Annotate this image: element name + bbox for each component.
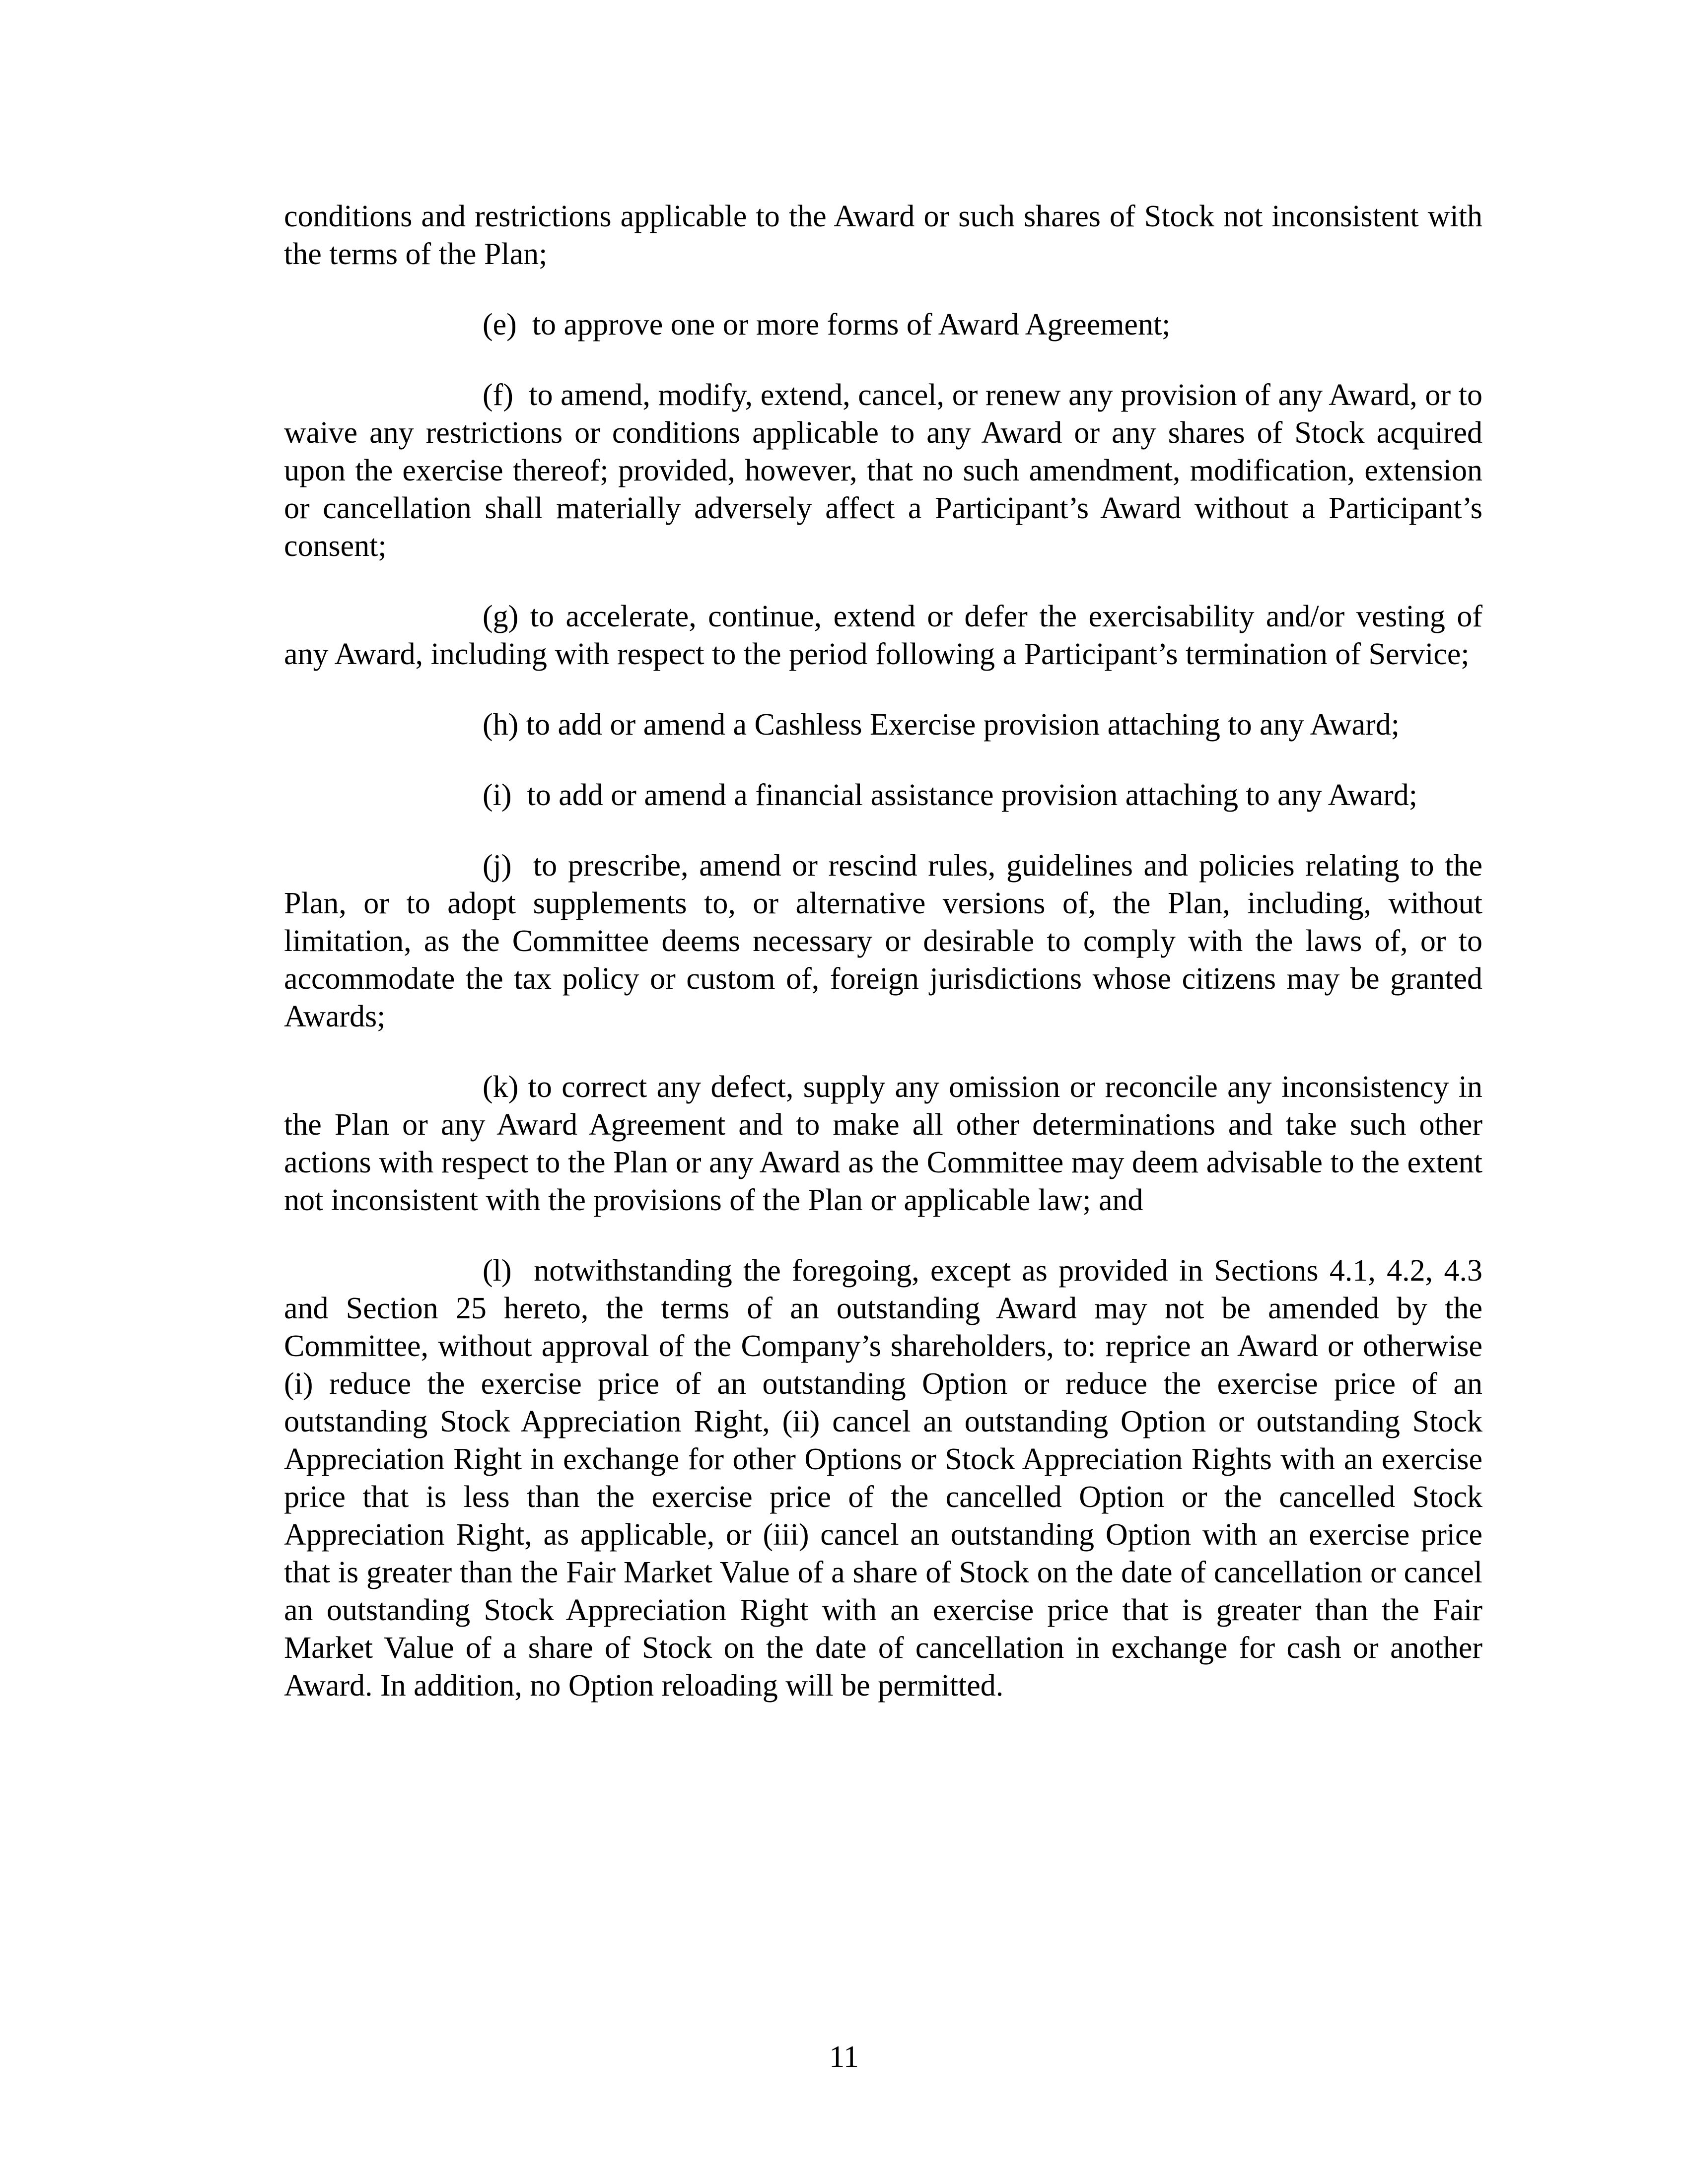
paragraph-text: to accelerate, continue, extend or defer the exercisability and/or vesting of any Award, including with respect to the period following a Participant’s termination of Service; bbox=[284, 600, 1482, 671]
paragraph-label: (g) bbox=[483, 600, 519, 633]
page-number: 11 bbox=[829, 2040, 859, 2074]
paragraph-label: (h) bbox=[483, 708, 519, 742]
paragraph-l bbox=[284, 1252, 1482, 1705]
paragraph-e bbox=[284, 306, 1482, 343]
paragraph-j bbox=[284, 847, 1482, 1035]
paragraph-continuation bbox=[284, 198, 1482, 273]
paragraph-text: to approve one or more forms of Award Agreement; bbox=[532, 308, 1171, 341]
paragraph-text: to prescribe, amend or rescind rules, guidelines and policies relating to the Plan, or to adopt supplements to, or alternative versions of, the Plan, including, without limitation, as the Committee deems necessary or desirable to comply with the laws of, or to accommodate the tax policy or custom of, foreign jurisdictions whose citizens may be granted Awards; bbox=[284, 849, 1482, 1033]
paragraph-k bbox=[284, 1068, 1482, 1219]
paragraph-label: (j) bbox=[483, 849, 512, 883]
paragraph-h bbox=[284, 706, 1482, 744]
paragraph-text: to amend, modify, extend, cancel, or renew any provision of any Award, or to waive any restrictions or conditions applicable to any Award or any shares of Stock acquired upon the exercise thereof; provided, however, that no such amendment, modification, extension or cancellation shall materially adversely affect a Participant’s Award without a Participant’s consent; bbox=[284, 378, 1483, 563]
paragraph-g bbox=[284, 598, 1482, 673]
paragraph-label: (k) bbox=[483, 1070, 519, 1104]
paragraph-label: (l) bbox=[483, 1254, 512, 1288]
paragraph-text: to correct any defect, supply any omission or reconcile any inconsistency in the Plan or any Award Agreement and to make all other determinations and take such other actions with respect to the Plan or any Award as the Committee may deem advisable to the extent not inconsistent with the provisions of the Plan or applicable law; and bbox=[284, 1070, 1482, 1217]
paragraph-label: (f) bbox=[483, 378, 513, 412]
paragraph-text: conditions and restrictions applicable to the Award or such shares of Stock not inconsistent with the terms of the Plan; bbox=[284, 200, 1482, 271]
paragraph-label: (e) bbox=[483, 308, 517, 341]
paragraph-text: to add or amend a Cashless Exercise provision attaching to any Award; bbox=[526, 708, 1400, 742]
paragraph-label: (i) bbox=[483, 778, 512, 812]
paragraph-i bbox=[284, 776, 1482, 814]
paragraph-text: notwithstanding the foregoing, except as provided in Sections 4.1, 4.2, 4.3 and Section 25 hereto, the terms of an outstanding Award may not be amended by the Committee, without approval of the Company’s shareholders, to: reprice an Award or otherwise (i) reduce the exercise price of an outstanding Option or reduce the exercise price of an outstanding Stock Appreciation Right, (ii) cancel an outstanding Option or outstanding Stock Appreciation Right in exchange for other Options or Stock Appreciation Rights with an exercise price that is less than the exercise price of the cancelled Option or the cancelled Stock Appreciation Right, as applicable, or (iii) cancel an outstanding Option with an exercise price that is greater than the Fair Market Value of a share of Stock on the date of cancellation or cancel an outstanding Stock Appreciation Right with an exercise price that is greater than the Fair Market Value of a share of Stock on the date of cancellation in exchange for cash or another Award. In addition, no Option reloading will be permitted. bbox=[284, 1254, 1482, 1703]
paragraph-text: to add or amend a financial assistance provision attaching to any Award; bbox=[527, 778, 1418, 812]
document-body bbox=[284, 198, 1482, 1737]
paragraph-f bbox=[284, 376, 1482, 565]
